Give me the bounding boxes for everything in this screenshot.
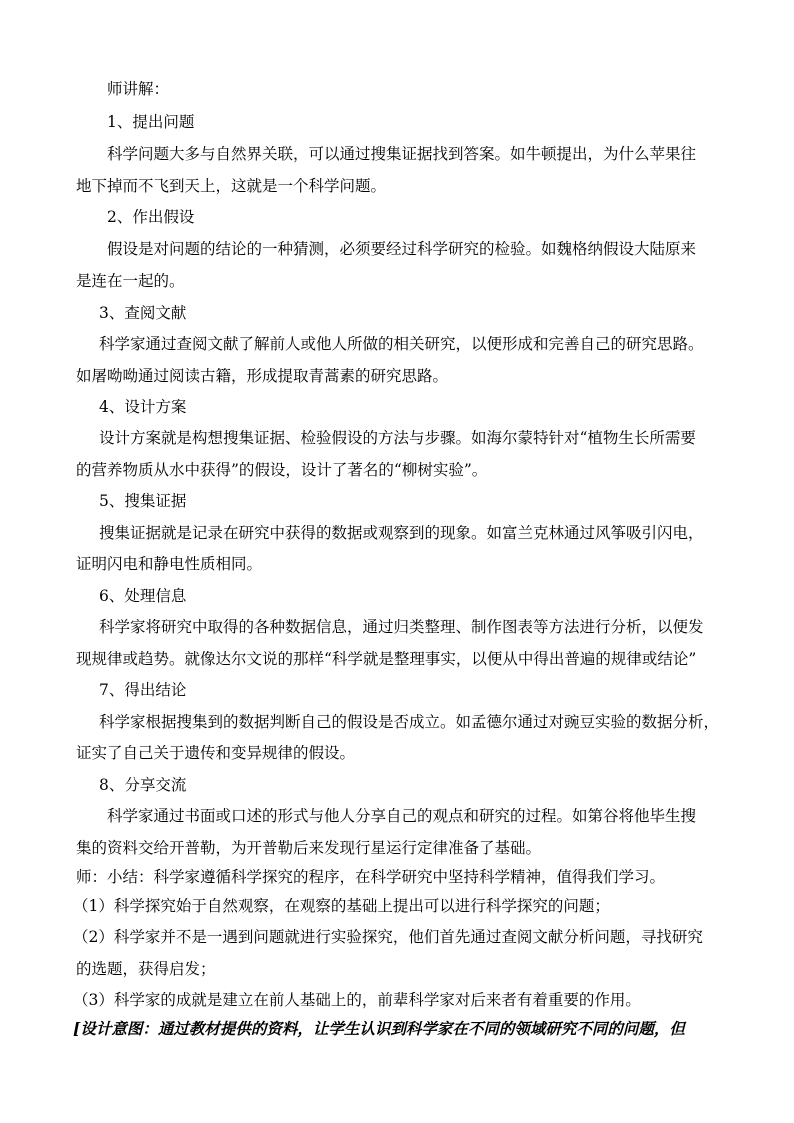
step-7-text-line-2: 证实了自己关于遗传和变异规律的假设。: [76, 744, 356, 762]
step-1-text-line-1: 科学问题大多与自然界关联，可以通过搜集证据找到答案。如牛顿提出，为什么苹果往: [107, 145, 697, 163]
step-8-text-line-2: 集的资料交给开普勒，为开普勒后来发现行星运行定律准备了基础。: [76, 839, 542, 857]
design-intent-line: [设计意图：通过教材提供的资料，让学生认识到科学家在不同的领域研究不同的问题，但: [73, 1019, 685, 1038]
step-2-heading: 2、作出假设: [107, 208, 195, 226]
summary-point-1: （1）科学探究始于自然观察，在观察的基础上提出可以进行科学探究的问题；: [73, 897, 610, 915]
step-6-text-line-2: 现规律或趋势。就像达尔文说的那样“科学就是整理事实，以便从中得出普遍的规律或结论”: [76, 650, 697, 668]
summary-point-2-line-2: 的选题，获得启发；: [76, 960, 216, 978]
step-8-heading: 8、分享交流: [99, 776, 187, 794]
step-7-heading: 7、得出结论: [99, 681, 187, 699]
teacher-explain-heading: 师讲解：: [107, 80, 170, 98]
step-8-text-line-1: 科学家通过书面或口述的形式与他人分享自己的观点和研究的过程。如第谷将他毕生搜: [107, 807, 697, 825]
step-4-text-line-1: 设计方案就是构想搜集证据、检验假设的方法与步骤。如海尔蒙特针对“植物生长所需要: [99, 429, 696, 447]
summary-line: 师：小结：科学家遵循科学探究的程序，在科学研究中坚持科学精神，值得我们学习。: [76, 868, 666, 886]
step-4-heading: 4、设计方案: [99, 398, 187, 416]
step-5-text-line-2: 证明闪电和静电性质相同。: [76, 555, 263, 573]
step-5-text-line-1: 搜集证据就是记录在研究中获得的数据或观察到的现象。如富兰克林通过风筝吸引闪电，: [99, 524, 704, 542]
step-1-text-line-2: 地下掉而不飞到天上，这就是一个科学问题。: [76, 177, 387, 195]
summary-point-2-line-1: （2）科学家并不是一遇到问题就进行实验探究，他们首先通过查阅文献分析问题，寻找研究: [73, 928, 703, 946]
step-7-text-line-1: 科学家根据搜集到的数据判断自己的假设是否成立。如孟德尔通过对豌豆实验的数据分析，: [99, 713, 720, 731]
step-3-text-line-2: 如屠呦呦通过阅读古籍，形成提取青蒿素的研究思路。: [76, 367, 449, 385]
step-3-heading: 3、查阅文献: [99, 304, 187, 322]
step-6-text-line-1: 科学家将研究中取得的各种数据信息，通过归类整理、制作图表等方法进行分析，以便发: [99, 618, 704, 636]
step-6-heading: 6、处理信息: [99, 587, 187, 605]
step-3-text-line-1: 科学家通过查阅文献了解前人或他人所做的相关研究，以便形成和完善自己的研究思路。: [99, 335, 704, 353]
step-1-heading: 1、提出问题: [107, 113, 195, 131]
step-5-heading: 5、搜集证据: [99, 492, 187, 510]
step-4-text-line-2: 的营养物质从水中获得”的假设，设计了著名的“柳树实验”。: [76, 461, 488, 479]
step-2-text-line-1: 假设是对问题的结论的一种猜测，必须要经过科学研究的检验。如魏格纳假设大陆原来: [107, 240, 697, 258]
summary-point-3: （3）科学家的成就是建立在前人基础上的，前辈科学家对后来者有着重要的作用。: [73, 991, 641, 1009]
step-2-text-line-2: 是连在一起的。: [76, 272, 185, 290]
